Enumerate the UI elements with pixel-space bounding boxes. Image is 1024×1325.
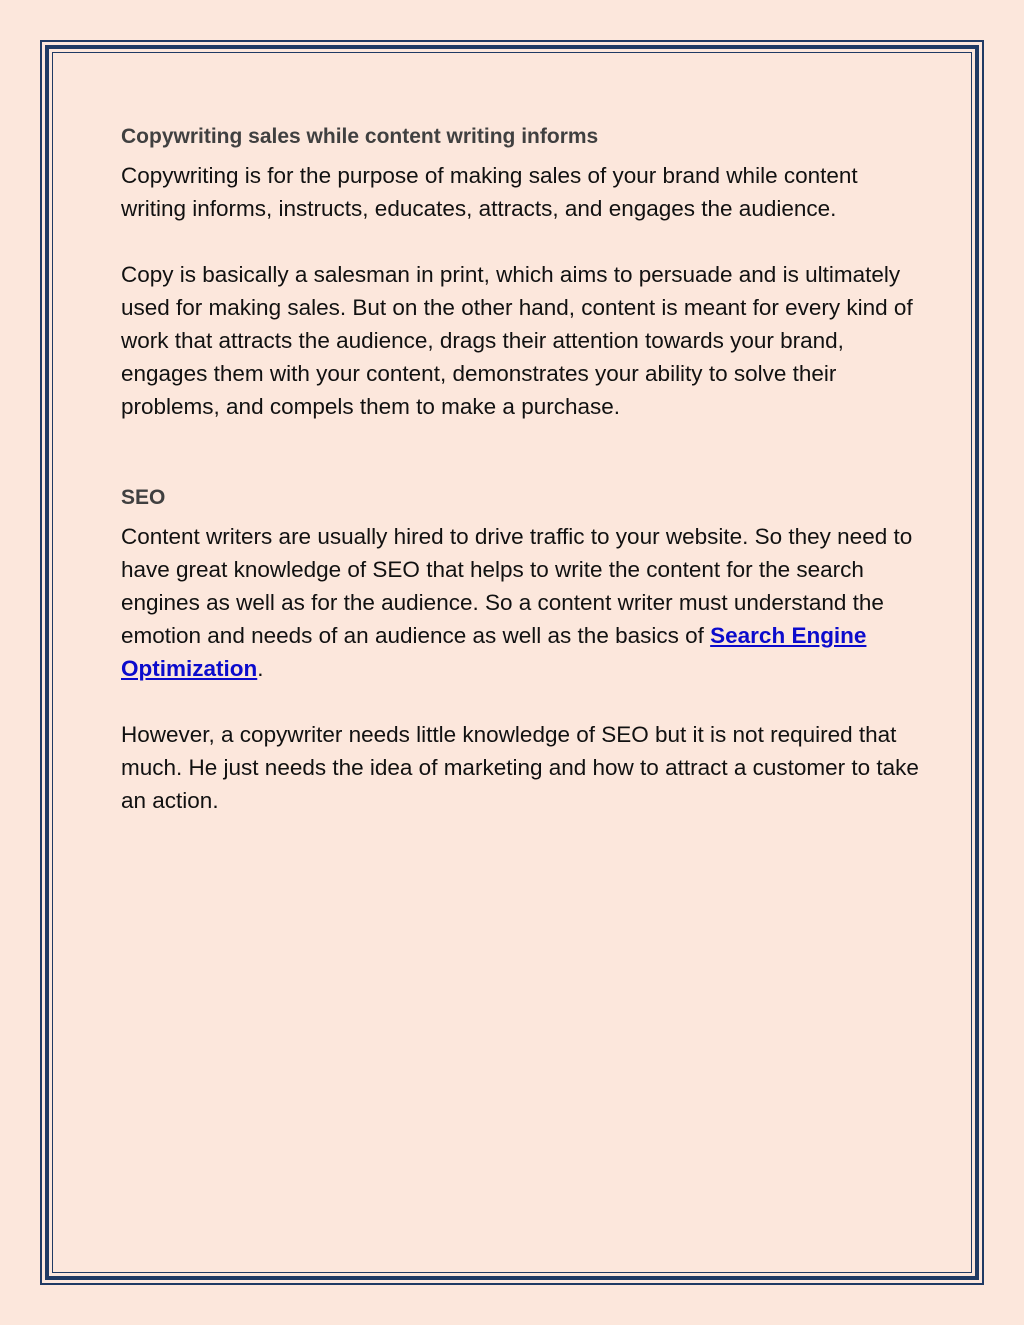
paragraph-copywriter-seo: However, a copywriter needs little knowledge of SEO but it is not required that much. He just needs the idea of marketing and how to attract a customer to take an action.: [121, 722, 919, 813]
document-body: [121, 120, 921, 817]
paragraph-copy-salesman: Copy is basically a salesman in print, which aims to persuade and is ultimately used for making sales. But on the other hand, content is meant for every kind of work that attracts the audience, drags their attention towards your brand, engages them with your content, demonstrates your ability to solve their problems, and compels them to make a purchase.: [121, 262, 913, 419]
paragraph-copywriting-purpose: Copywriting is for the purpose of making sales of your brand while content writing informs, instructs, educates, attracts, and engages the audience.: [121, 163, 858, 221]
section-spacer: [121, 423, 921, 481]
paragraph-spacer: [121, 685, 921, 718]
section-heading-seo: SEO: [121, 486, 166, 509]
paragraph-spacer: [121, 225, 921, 258]
seo-link[interactable]: Search Engine Optimization: [121, 623, 867, 681]
paragraph-content-writers-seo: [121, 520, 921, 685]
paragraph-text-before-link: Content writers are usually hired to drive traffic to your website. So they need to have great knowledge of SEO that helps to write the content for the search engines as well as for the audience. So a content writer must understand the emotion and needs of an audience as well as the basics of: [121, 524, 913, 648]
paragraph-text-after-link: .: [257, 656, 264, 681]
section-heading-copywriting: Copywriting sales while content writing informs: [121, 125, 599, 148]
